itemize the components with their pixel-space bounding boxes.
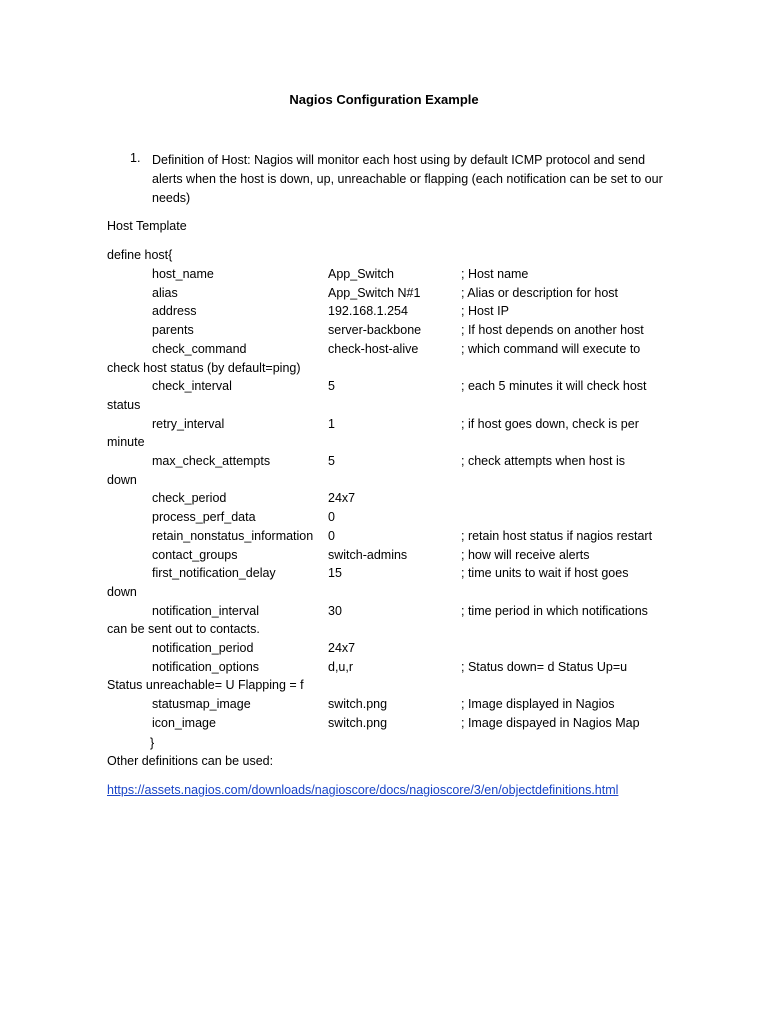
config-comment: ; if host goes down, check is per [461, 416, 639, 431]
config-row [0, 602, 768, 620]
define-host-open: define host{ [107, 248, 173, 262]
config-comment: ; Alias or description for host [461, 285, 619, 300]
config-value: App_Switch N#1 [328, 285, 421, 300]
config-key: first_notification_delay [152, 566, 276, 581]
config-comment: ; time units to wait if host goes [461, 566, 629, 581]
config-row [0, 452, 768, 470]
config-key: address [152, 304, 197, 319]
config-value: d,u,r [328, 659, 354, 674]
config-key: retry_interval [152, 416, 225, 431]
config-key: contact_groups [152, 547, 238, 562]
config-comment: ; retain host status if nagios restart [461, 528, 653, 543]
config-comment-continuation: Status unreachable= U Flapping = f [107, 678, 304, 693]
config-row [0, 546, 768, 564]
config-value: 24x7 [328, 491, 356, 506]
config-comment: ; time period in which notifications [461, 603, 648, 618]
config-value: 0 [328, 528, 335, 543]
config-comment: ; If host depends on another host [461, 323, 644, 338]
config-value: 24x7 [328, 641, 356, 655]
config-value: 30 [328, 603, 342, 618]
config-comment-continuation: down [107, 584, 137, 599]
config-row [0, 564, 768, 582]
config-row [0, 489, 768, 507]
list-number: 1. [130, 151, 141, 165]
config-key: check_command [152, 341, 247, 356]
config-comment: ; how will receive alerts [461, 547, 590, 562]
config-value: 5 [328, 454, 335, 468]
config-row [0, 527, 768, 545]
config-key: icon_image [152, 715, 216, 730]
config-row [0, 714, 768, 732]
config-row [0, 658, 768, 676]
config-key: retain_nonstatus_information [152, 528, 314, 543]
other-definitions-text: Other definitions can be used: [107, 754, 274, 768]
config-key: parents [152, 323, 194, 338]
config-row [0, 284, 768, 302]
config-key: max_check_attempts [152, 454, 271, 468]
config-value: server-backbone [328, 323, 422, 338]
config-key: notification_interval [152, 603, 260, 618]
config-comment-continuation: can be sent out to contacts. [107, 622, 260, 637]
config-row [0, 321, 768, 339]
config-comment: ; Image dispayed in Nagios Map [461, 715, 640, 730]
config-comment: ; check attempts when host is [461, 454, 625, 468]
config-row [0, 695, 768, 713]
config-key: alias [152, 285, 178, 300]
config-key: notification_options [152, 659, 260, 674]
config-key: host_name [152, 267, 214, 281]
config-comment: ; Status down= d Status Up=u [461, 659, 628, 674]
config-row [0, 639, 768, 657]
config-comment-continuation: minute [107, 435, 145, 450]
config-value: switch.png [328, 697, 388, 712]
config-value: 0 [328, 510, 335, 525]
config-comment-continuation: check host status (by default=ping) [107, 360, 301, 375]
config-comment: ; each 5 minutes it will check host [461, 379, 647, 394]
config-key: process_perf_data [152, 510, 256, 525]
config-row [0, 377, 768, 395]
config-comment: ; which command will execute to [461, 341, 641, 356]
config-value: check-host-alive [328, 341, 419, 356]
config-key: notification_period [152, 641, 254, 655]
config-key: statusmap_image [152, 697, 251, 712]
config-value: 192.168.1.254 [328, 304, 408, 319]
config-comment: ; Host IP [461, 304, 509, 319]
page-title: Nagios Configuration Example [289, 92, 479, 107]
config-comment-continuation: status [107, 397, 141, 412]
config-row [0, 265, 768, 283]
config-value: switch.png [328, 715, 388, 730]
config-comment: ; Image displayed in Nagios [461, 697, 615, 712]
define-host-close: } [150, 736, 155, 750]
config-comment: ; Host name [461, 267, 529, 281]
config-row [0, 508, 768, 526]
config-row [0, 415, 768, 433]
config-comment-continuation: down [107, 472, 137, 487]
config-value: App_Switch [328, 267, 395, 281]
definition-paragraph: Definition of Host: Nagios will monitor each host using by default ICMP protocol and send alerts when the host is down, up, unreachable or flapping (each notification can be set to our needs) [152, 153, 663, 205]
config-key: check_period [152, 491, 227, 506]
config-value: 15 [328, 566, 342, 581]
config-value: 5 [328, 379, 335, 394]
config-row [0, 302, 768, 320]
config-value: switch-admins [328, 547, 408, 562]
config-row [0, 340, 768, 358]
config-key: check_interval [152, 379, 232, 394]
host-template-label: Host Template [107, 219, 187, 233]
config-value: 1 [328, 416, 335, 431]
object-definitions-link[interactable]: https://assets.nagios.com/downloads/nagioscore/docs/nagioscore/3/en/objectdefinitions.html [107, 783, 619, 797]
